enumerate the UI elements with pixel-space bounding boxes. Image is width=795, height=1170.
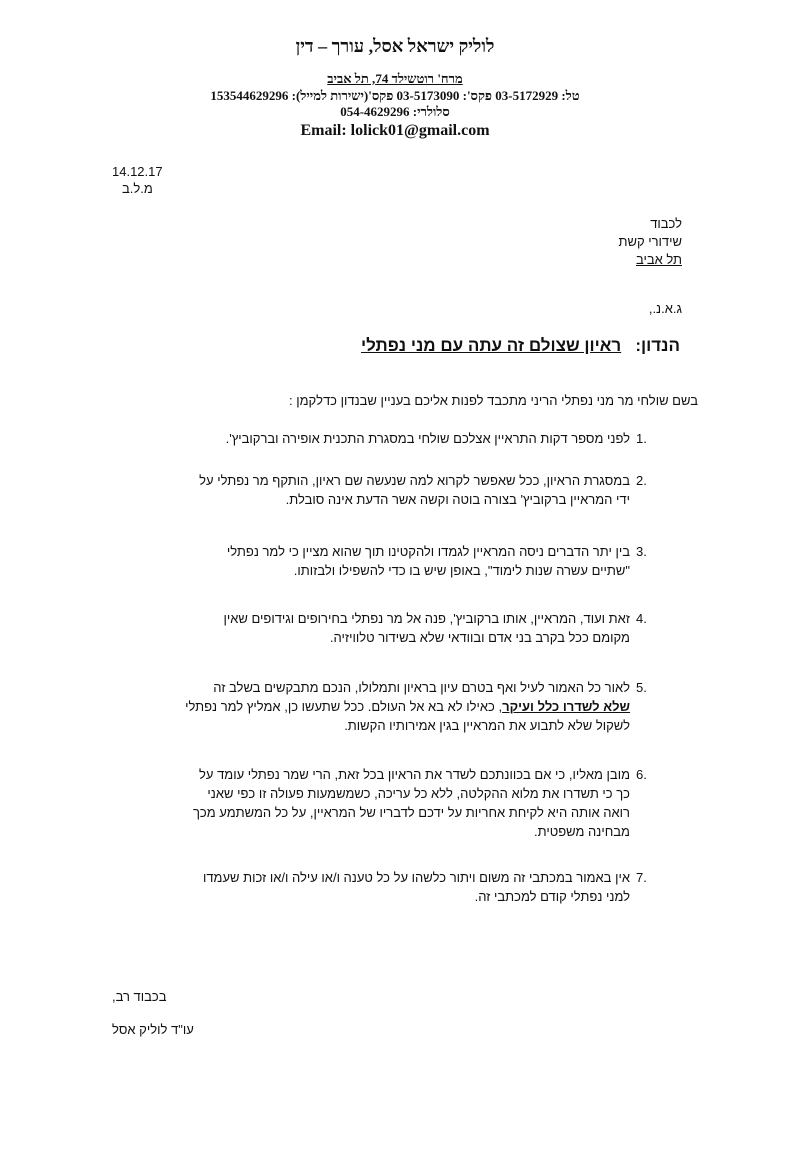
list-item [100, 868, 660, 906]
emphasis-text: שלא לשדרו כלל ועיקר [502, 699, 630, 714]
item-text-line: במסגרת הראיון, ככל שאפשר לקרוא למה שנעשה שם ראיון, הותקף מר נפתלי על [199, 473, 630, 488]
item-text-line: ידי המראיין ברקוביץ' בצורה בוטה וקשה אשר הדעת אינה סובלת. [285, 492, 630, 507]
item-text-line: רואה אותה היא לקיחת אחריות על ידכם לדבריו של המראיין, על כל המשתמע מכך [192, 805, 630, 820]
item-text-line: מובן מאליו, כי אם בכוונתכם לשדר את הראיון בכל זאת, הרי שמר נפתלי עומד על [199, 767, 630, 782]
item-number: 1. [636, 431, 647, 446]
list-item [100, 765, 660, 841]
addressee-line-2: שידורי קשת [618, 234, 682, 249]
letterhead-cellular: סלולרי: 054-4629296 [340, 104, 450, 119]
list-item [100, 429, 660, 448]
letter-date: 14.12.17 [112, 164, 163, 179]
item-number: 3. [636, 544, 647, 559]
item-text-line: למני נפתלי קודם למכתבי זה. [474, 889, 630, 904]
item-text-line-composite [100, 697, 630, 716]
intro-paragraph: בשם שולחי מר מני נפתלי הריני מתכבד לפנות אליכם בעניין שבנדון כדלקמן : [289, 393, 698, 408]
item-text-line: לאור כל האמור לעיל ואף בטרם עיון בראיון ותמלולו, הנכם מתבקשים בשלב זה [213, 680, 630, 695]
item-number: 7. [636, 870, 647, 885]
list-item [100, 609, 660, 647]
list-item [100, 678, 660, 735]
item-text-line: זאת ועוד, המראיין, אותו ברקוביץ', פנה אל מר נפתלי בחירופים וגידופים שאין [223, 611, 630, 626]
item-text-line: בין יתר הדברים ניסה המראיין לגמדו ולהקטינו תוך שהוא מציין כי למר נפתלי [226, 544, 630, 559]
item-number: 2. [636, 473, 647, 488]
greeting: ג.א.נ., [648, 301, 682, 316]
letter-reference: מ.ל.ב [122, 181, 153, 196]
addressee-line-3: תל אביב [635, 252, 682, 267]
item-text-line: אין באמור במכתבי זה משום ויתור כלשהו על כל טענה ו/או עילה ו/או זכות שעמדו [202, 870, 630, 885]
item-text-line: מבחינה משפטית. [534, 824, 630, 839]
list-item [100, 542, 660, 580]
addressee-line-1: לכבוד [650, 216, 682, 231]
letterhead-email: Email: lolick01@gmail.com [300, 122, 490, 139]
subject-label: הנדון: [635, 336, 680, 355]
item-text-line: "שתיים עשרה שנות לימוד", באופן שיש בו כדי להשפילו ולבזותו. [293, 563, 630, 578]
subject-line [361, 336, 680, 356]
item-text-fragment: , כאילו לא בא אל העולם. ככל שתעשו כן, אמליץ למר נפתלי [185, 699, 503, 714]
item-number: 4. [636, 611, 647, 626]
item-number: 5. [636, 680, 647, 695]
list-item [100, 471, 660, 509]
item-number: 6. [636, 767, 647, 782]
item-text-line: מקומם ככל בקרב בני אדם ובוודאי שלא בשידור טלוויזיה. [329, 630, 630, 645]
closing-regards: בכבוד רב, [112, 989, 167, 1004]
item-text-line: כך כי תשדרו את מלוא ההקלטה, ללא כל עריכה, כשמשמעות פעולה זו כפי שאני [207, 786, 630, 801]
item-text-line: לפני מספר דקות התראיין אצלכם שולחי במסגרת התכנית אופירה וברקוביץ'. [225, 431, 630, 446]
letterhead-phones: טל: 03-5172929 פקס': 03-5173090 פקס'(ישירות למייל): 153544629296 [210, 88, 580, 103]
subject-text: ראיון שצולם זה עתה עם מני נפתלי [361, 336, 622, 355]
letterhead-name: לוליק ישראל אסל, עורך – דין [295, 36, 495, 56]
item-text-line: לשקול שלא לתבוע את המראיין בגין אמירותיו הקשות. [344, 718, 630, 733]
letterhead-address: מרח' רוטשילד 74, תל אביב [327, 71, 463, 86]
closing-signature: עו"ד לוליק אסל [112, 1022, 194, 1037]
